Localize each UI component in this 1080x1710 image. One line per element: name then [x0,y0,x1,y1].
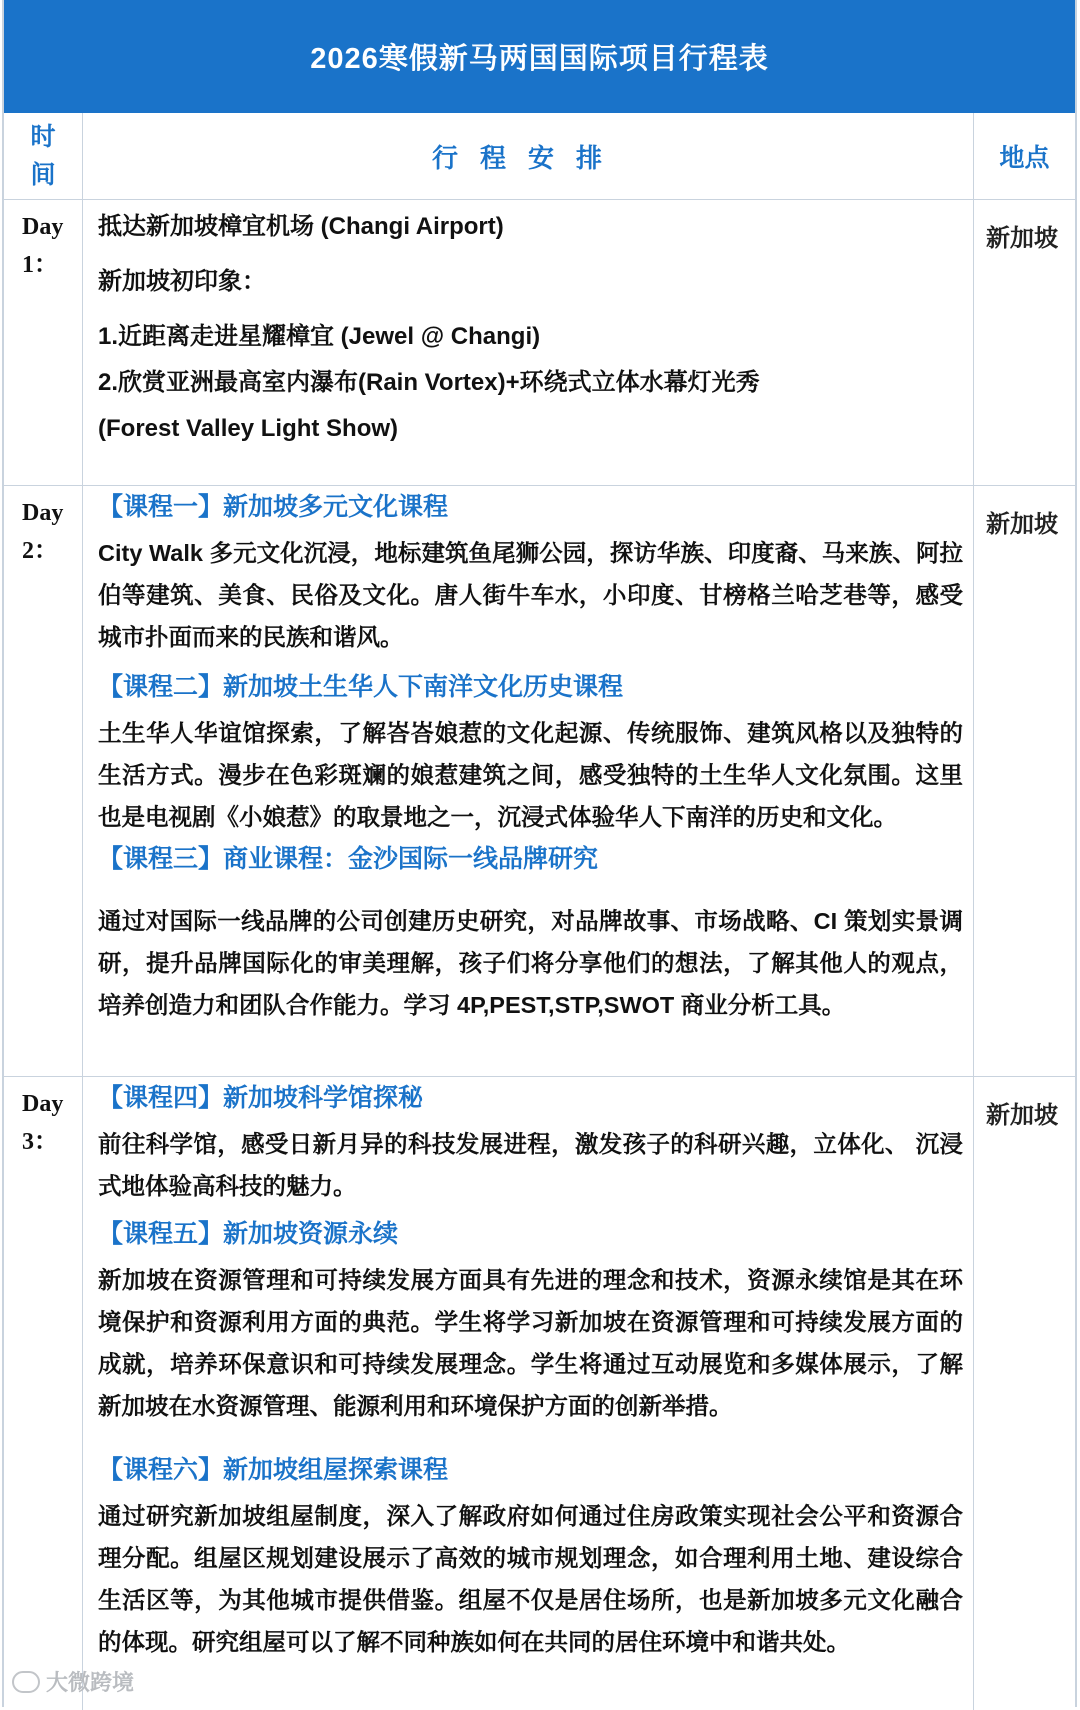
course1-text: City Walk 多元文化沉浸，地标建筑鱼尾狮公园，探访华族、印度裔、马来族、阿拉伯等建筑、美食、民俗及文化。唐人街牛车水，小印度、甘榜格兰哈芝巷等，感受城市扑面而来的民族和谐风。 [98,540,963,650]
day1-place: 新加坡 [986,225,1058,252]
day1-word: Day [22,214,64,240]
day3-plan [83,1077,974,1710]
page-title: 2026寒假新马两国国际项目行程表 [4,0,1075,113]
day1-line-jewel: 1.近距离走进星耀樟宜 (Jewel @ Changi) [98,323,541,350]
course6-title: 【课程六】新加坡组屋探索课程 [98,1456,449,1484]
day1-line-arrival: 抵达新加坡樟宜机场 (Changi Airport) [98,213,504,240]
course4-text: 前往科学馆，感受日新月异的科技发展进程，激发孩子的科研兴趣，立体化、 沉浸式地体验高科技的魅力。 [98,1131,963,1199]
day2-label [4,486,83,1076]
course3-text: 通过对国际一线品牌的公司创建历史研究，对品牌故事、市场战略、CI 策划实景调 研，提升品牌国际化的审美理解，孩子们将分享他们的想法，了解其他人的观点， 培养创造力和团队合作能力。学习 4P,PEST,STP,SWOT 商业分析工具。 [98,908,963,1018]
watermark-text: 大微跨境 [46,1670,135,1695]
course6-text: 通过研究新加坡组屋制度，深入了解政府如何通过住房政策实现社会公平和资源合理分配。组屋区规划建设展示了高效的城市规划理念，如合理利用土地、建设综合生活区等，为其他城市提供借鉴。组屋不仅是居住场所，也是新加坡多元文化融合的体现。研究组屋可以了解不同种族如何在共同的居住环境中和谐共处。 [98,1503,963,1655]
course4-title: 【课程四】新加坡科学馆探秘 [98,1084,424,1112]
day1-row [4,200,1075,486]
day3-row [4,1077,1075,1710]
course2-text: 土生华人华谊馆探索，了解峇峇娘惹的文化起源、传统服饰、建筑风格以及独特的生活方式。漫步在色彩斑斓的娘惹建筑之间，感受独特的土生华人文化氛围。这里也是电视剧《小娘惹》的取景地之一，沉浸式体验华人下南洋的历史和文化。 [98,720,963,830]
day3-word: Day [22,1091,64,1117]
day1-label [4,200,83,485]
course1-title: 【课程一】新加坡多元文化课程 [98,493,449,521]
day2-plan [83,486,974,1076]
course5-text: 新加坡在资源管理和可持续发展方面具有先进的理念和技术，资源永续馆是其在环境保护和资源利用方面的典范。学生将学习新加坡在资源管理和可持续发展方面的成就，培养环保意识和可持续发展理念。学生将通过互动展览和多媒体展示，了解新加坡在水资源管理、能源利用和环境保护方面的创新举措。 [98,1267,963,1419]
course3-title: 【课程三】商业课程：金沙国际一线品牌研究 [98,845,599,873]
header-time-char2: 间 [30,161,56,189]
day1-line-impression: 新加坡初印象： [98,268,266,295]
header-place: 地点 [999,144,1050,172]
day1-line-light-show: (Forest Valley Light Show) [98,415,399,442]
day3-place: 新加坡 [986,1102,1058,1129]
header-time-char1: 时 [30,123,56,151]
itinerary-sheet [2,0,1077,1707]
course5-title: 【课程五】新加坡资源永续 [98,1220,399,1248]
day1-line-rain-vortex: 2.欣赏亚洲最高室内瀑布(Rain Vortex)+环绕式立体水幕灯光秀 [98,369,760,396]
course2-title: 【课程二】新加坡土生华人下南洋文化历史课程 [98,673,624,701]
day2-number: 2： [22,538,58,564]
day1-plan [83,200,974,485]
day2-row [4,486,1075,1077]
day1-number: 1： [22,252,58,278]
watermark [12,1666,134,1697]
day3-number: 3： [22,1129,58,1155]
header-plan: 行程安排 [83,113,974,199]
day2-word: Day [22,500,64,526]
day2-place: 新加坡 [986,511,1058,538]
watermark-logo-icon [12,1671,40,1693]
header-time [4,113,83,199]
day3-label [4,1077,83,1710]
table-header [4,113,1075,200]
